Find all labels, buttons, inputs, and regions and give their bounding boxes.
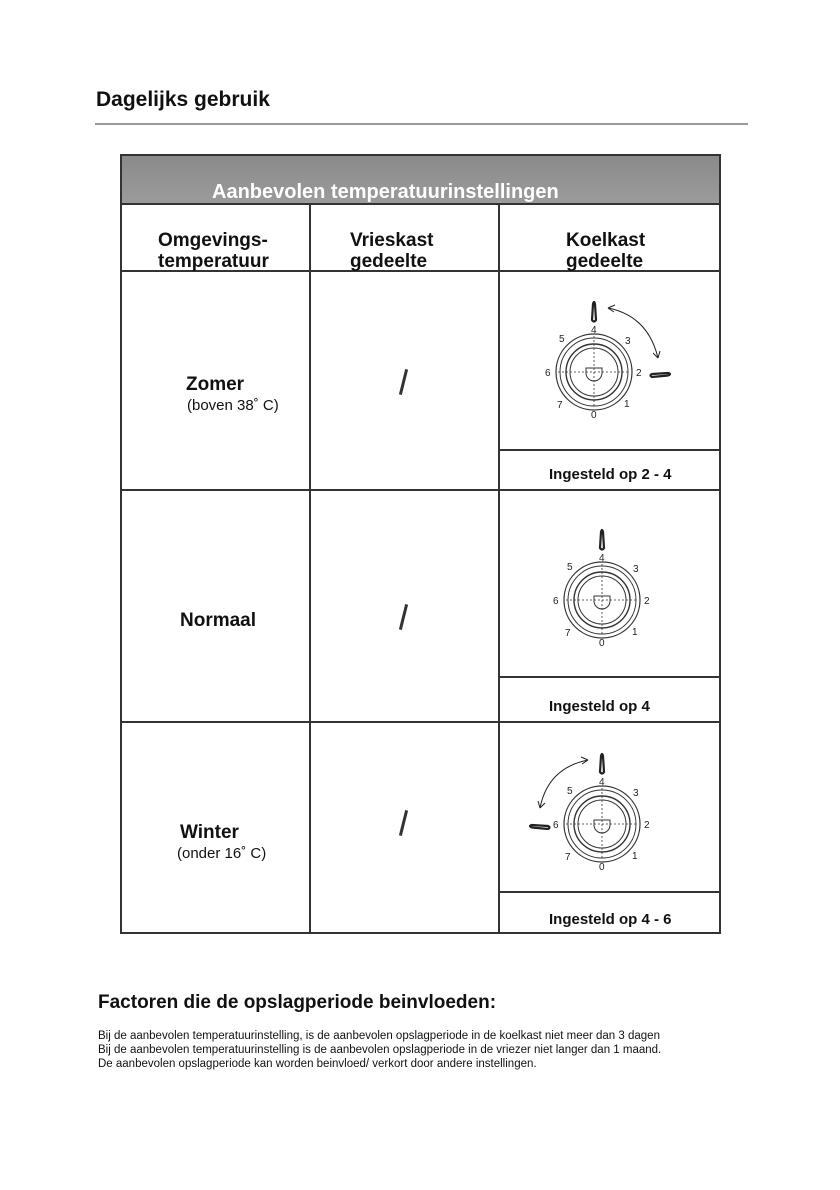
paragraph-line: De aanbevolen opslagperiode kan worden beinvloed/ verkort door andere instellingen. bbox=[98, 1058, 537, 1070]
column-header-line: Vrieskast bbox=[350, 230, 434, 251]
dial-number: 3 bbox=[625, 336, 631, 347]
setting-divider-2 bbox=[499, 676, 719, 678]
thermostat-dial-summer bbox=[520, 294, 700, 434]
dial-number: 6 bbox=[553, 820, 559, 831]
dial-knob bbox=[564, 786, 640, 862]
column-header-line: temperatuur bbox=[158, 251, 269, 272]
table-header bbox=[122, 156, 719, 205]
dial-number: 0 bbox=[591, 410, 597, 421]
thermostat-dial-winter bbox=[528, 746, 708, 886]
row-label-summer: Zomer bbox=[186, 374, 245, 395]
column-header-line: gedeelte bbox=[350, 251, 428, 272]
temperature-table bbox=[120, 154, 721, 934]
dial-number: 2 bbox=[636, 368, 642, 379]
dial-number: 5 bbox=[567, 786, 573, 797]
pointer-marker-icon bbox=[651, 373, 671, 377]
setting-divider-1 bbox=[499, 449, 719, 451]
dial-number: 6 bbox=[553, 596, 559, 607]
paragraph-line: Bij de aanbevolen temperatuurinstelling, is de aanbevolen opslagperiode in de koelkast niet meer dan 3 dagen bbox=[98, 1030, 660, 1042]
column-header-line: Koelkast bbox=[566, 230, 646, 251]
dial-number: 1 bbox=[632, 627, 638, 638]
setting-divider-3 bbox=[499, 891, 719, 893]
row-sublabel-winter: (onder 16˚ C) bbox=[177, 845, 267, 862]
dial-number: 4 bbox=[591, 325, 597, 336]
setting-label-winter: Ingesteld op 4 - 6 bbox=[549, 911, 672, 928]
column-header-fridge bbox=[566, 230, 645, 272]
row-sublabel-summer: (boven 38˚ C) bbox=[187, 397, 279, 414]
freezer-marker-summer bbox=[399, 369, 408, 395]
freezer-marker-normal bbox=[399, 604, 408, 630]
pointer-marker-icon bbox=[592, 302, 596, 322]
dial-number: 0 bbox=[599, 862, 605, 873]
dial-number: 1 bbox=[632, 851, 638, 862]
dial-number: 0 bbox=[599, 638, 605, 649]
title-divider bbox=[95, 123, 748, 125]
column-header-line: Omgevings- bbox=[158, 230, 268, 251]
dial-number: 7 bbox=[557, 400, 563, 411]
column-divider-2 bbox=[498, 205, 500, 932]
dial-number: 7 bbox=[565, 852, 571, 863]
dial-knob bbox=[564, 562, 640, 638]
row-label-winter: Winter bbox=[180, 822, 239, 843]
pointer-marker-icon bbox=[600, 530, 604, 550]
dial-number: 2 bbox=[644, 596, 650, 607]
thermostat-dial-normal bbox=[528, 522, 708, 662]
section-title: Factoren die de opslagperiode beinvloeden: bbox=[98, 992, 497, 1013]
column-header-freezer bbox=[350, 230, 433, 272]
dial-knob bbox=[556, 334, 632, 410]
paragraph-line: Bij de aanbevolen temperatuurinstelling is de aanbevolen opslagperiode in de vriezer niet langer dan 1 maand. bbox=[98, 1044, 662, 1056]
freezer-marker-winter bbox=[399, 810, 408, 836]
dial-number: 6 bbox=[545, 368, 551, 379]
dial-number: 5 bbox=[559, 334, 565, 345]
column-header-line: gedeelte bbox=[566, 251, 644, 272]
dial-number: 1 bbox=[624, 399, 630, 410]
row-divider-2 bbox=[122, 721, 719, 723]
rotation-arrow-icon bbox=[608, 308, 658, 358]
dial-number: 7 bbox=[565, 628, 571, 639]
dial-number: 4 bbox=[599, 553, 605, 564]
pointer-marker-icon bbox=[530, 825, 550, 829]
table-title: Aanbevolen temperatuurinstellingen bbox=[212, 181, 559, 203]
dial-number: 4 bbox=[599, 777, 605, 788]
dial-number: 3 bbox=[633, 788, 639, 799]
dial-number: 5 bbox=[567, 562, 573, 573]
row-label-normal: Normaal bbox=[180, 610, 257, 631]
pointer-marker-icon bbox=[600, 754, 604, 774]
column-divider-1 bbox=[309, 205, 311, 932]
setting-label-summer: Ingesteld op 2 - 4 bbox=[549, 466, 672, 483]
row-divider-1 bbox=[122, 489, 719, 491]
dial-number: 3 bbox=[633, 564, 639, 575]
rotation-arrow-icon bbox=[540, 760, 588, 808]
dial-number: 2 bbox=[644, 820, 650, 831]
column-header-ambient bbox=[158, 230, 269, 272]
setting-label-normal: Ingesteld op 4 bbox=[549, 698, 650, 715]
page-title: Dagelijks gebruik bbox=[96, 88, 270, 111]
